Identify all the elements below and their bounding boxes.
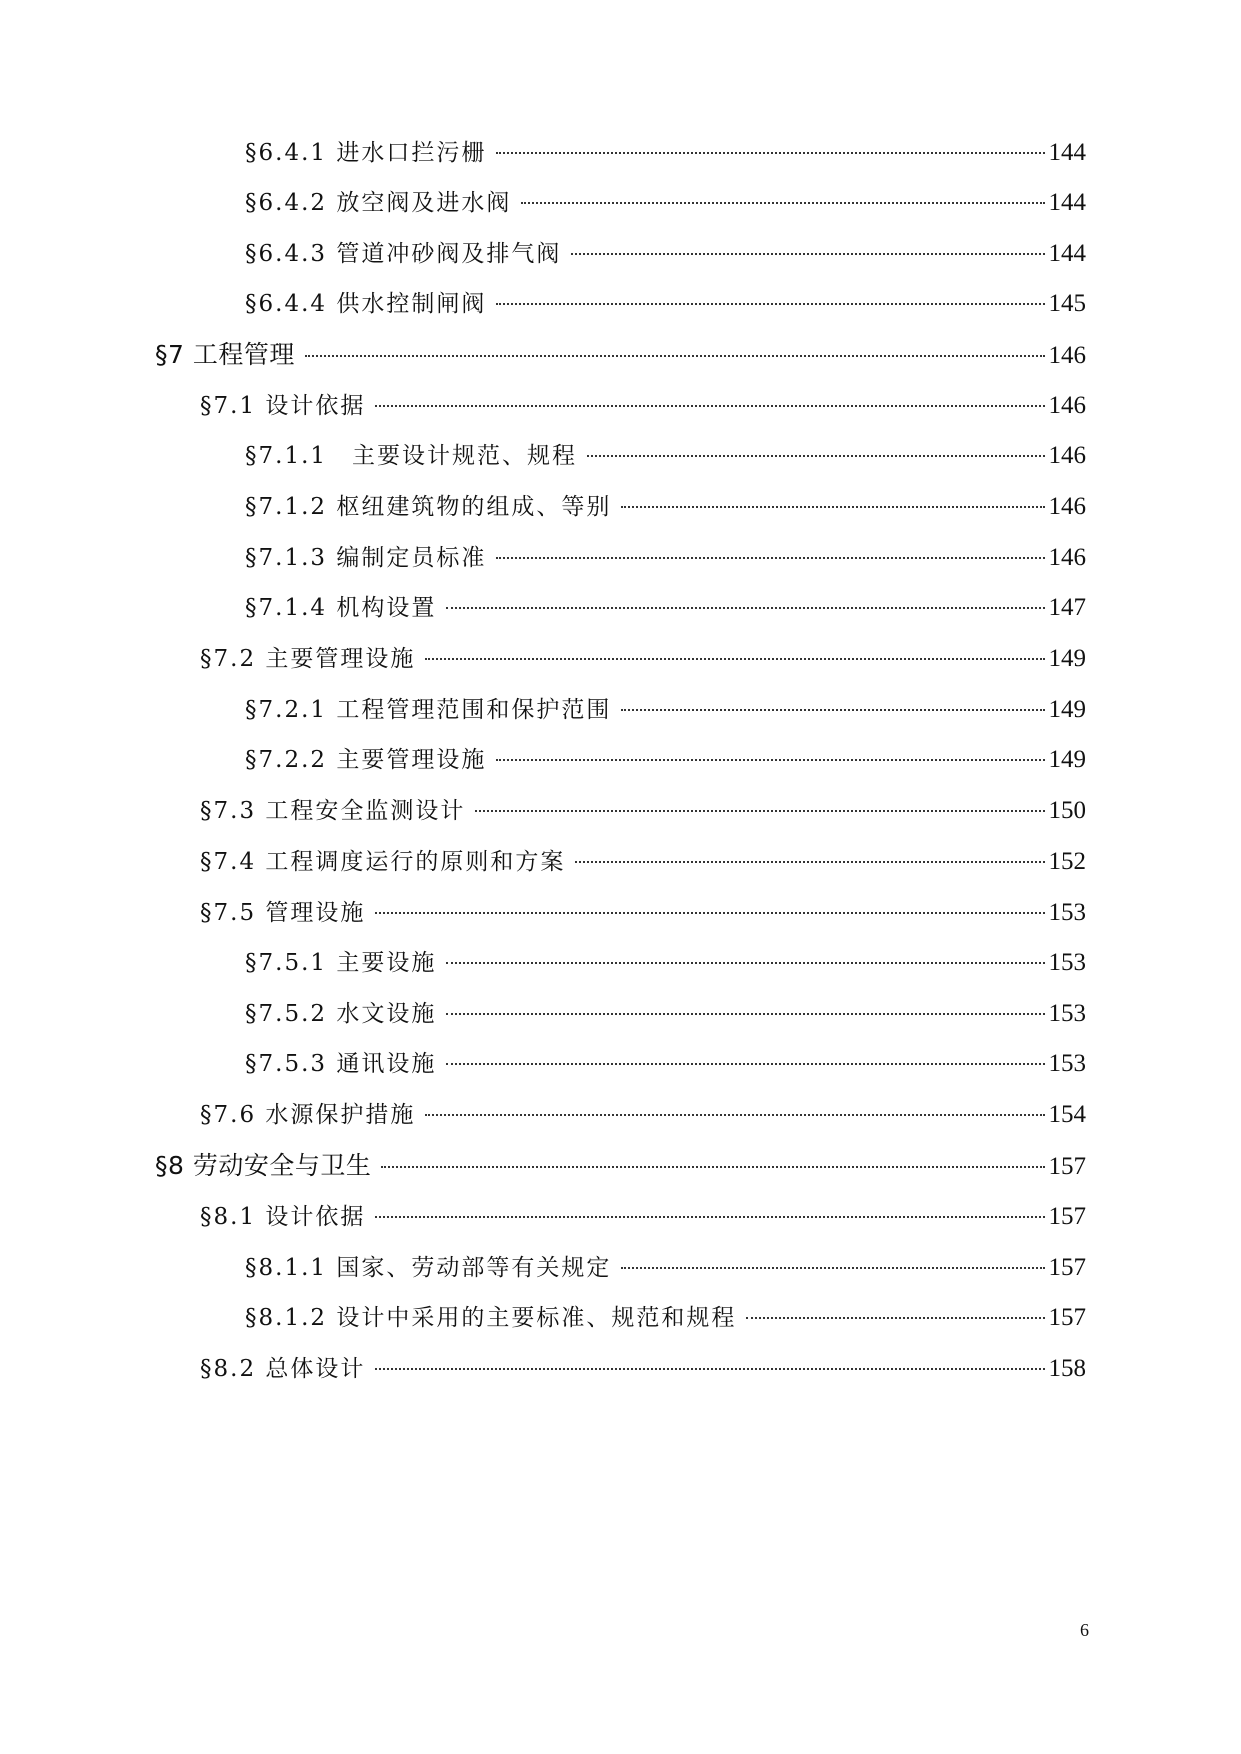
toc-entry[interactable] [245, 740, 1086, 780]
toc-entry[interactable] [245, 690, 1086, 730]
toc-entry-label: §6.4.1 进水口拦污栅 [245, 140, 487, 166]
toc-dot-leader [425, 658, 1044, 660]
toc-entry-page: 146 [1048, 493, 1086, 520]
toc-entry[interactable] [245, 284, 1086, 324]
toc-dot-leader [446, 1013, 1044, 1015]
toc-entry[interactable] [200, 639, 1086, 679]
toc-entry-label: §7.1.2 枢纽建筑物的组成、等别 [245, 494, 612, 520]
toc-dot-leader [496, 759, 1044, 761]
page-number: 6 [1080, 1620, 1089, 1640]
toc-entry[interactable] [245, 943, 1086, 983]
toc-entry[interactable] [245, 436, 1086, 476]
toc-dot-leader [521, 202, 1044, 204]
toc-entry-page: 147 [1048, 594, 1086, 621]
toc-entry[interactable] [245, 487, 1086, 527]
toc-entry-page: 153 [1048, 1000, 1086, 1027]
toc-entry[interactable] [245, 133, 1086, 173]
toc-entry-page: 144 [1048, 189, 1086, 216]
toc-entry-label: §6.4.3 管道冲砂阀及排气阀 [245, 241, 562, 267]
toc-entry-label: §8.1 设计依据 [200, 1204, 366, 1230]
toc-entry-label: §6.4.4 供水控制闸阀 [245, 291, 487, 317]
toc-entry-label: §8.1.2 设计中采用的主要标准、规范和规程 [245, 1305, 737, 1331]
toc-entry-label: §7.2 主要管理设施 [200, 646, 416, 672]
toc-entry-page: 153 [1048, 1050, 1086, 1077]
toc-dot-leader [446, 607, 1044, 609]
toc-entry-page: 149 [1048, 696, 1086, 723]
toc-entry[interactable] [245, 1248, 1086, 1288]
toc-entry[interactable] [155, 1146, 1086, 1186]
toc-entry-label: §7.3 工程安全监测设计 [200, 798, 466, 824]
toc-dot-leader [375, 1368, 1044, 1370]
toc-entry[interactable] [245, 1298, 1086, 1338]
toc-entry[interactable] [245, 234, 1086, 274]
toc-entry-label: §7.6 水源保护措施 [200, 1102, 416, 1128]
toc-entry[interactable] [200, 842, 1086, 882]
toc-entry-label: §7.2.1 工程管理范围和保护范围 [245, 697, 612, 723]
toc-dot-leader [446, 1063, 1044, 1065]
toc-entry-page: 158 [1048, 1355, 1086, 1382]
toc-entry[interactable] [200, 386, 1086, 426]
toc-entry-page: 153 [1048, 899, 1086, 926]
toc-entry-label: §7.2.2 主要管理设施 [245, 747, 487, 773]
toc-entry[interactable] [245, 1044, 1086, 1084]
toc-entry[interactable] [245, 994, 1086, 1034]
toc-dot-leader [425, 1114, 1044, 1116]
toc-entry-page: 157 [1048, 1153, 1086, 1180]
toc-dot-leader [375, 912, 1044, 914]
toc-dot-leader [746, 1317, 1044, 1319]
toc-entry-page: 149 [1048, 746, 1086, 773]
toc-entry-label: §7.5.2 水文设施 [245, 1001, 437, 1027]
toc-entry-page: 146 [1048, 392, 1086, 419]
toc-entry-label: §8.1.1 国家、劳动部等有关规定 [245, 1255, 612, 1281]
toc-dot-leader [621, 709, 1044, 711]
toc-entry-page: 146 [1048, 544, 1086, 571]
toc-entry[interactable] [245, 538, 1086, 578]
toc-dot-leader [575, 861, 1044, 863]
toc-entry-page: 153 [1048, 949, 1086, 976]
toc-entry-label: §7.1.4 机构设置 [245, 595, 437, 621]
toc-entry-page: 149 [1048, 645, 1086, 672]
toc-entry[interactable] [200, 791, 1086, 831]
toc-entry-page: 157 [1048, 1203, 1086, 1230]
toc-entry[interactable] [245, 183, 1086, 223]
toc-dot-leader [496, 152, 1044, 154]
toc-entry-label: §8.2 总体设计 [200, 1356, 366, 1382]
toc-entry-label: §7.1.3 编制定员标准 [245, 545, 487, 571]
toc-entry-page: 146 [1048, 342, 1086, 369]
toc-entry-label: §7 工程管理 [155, 340, 295, 369]
toc-entry-label: §7.1 设计依据 [200, 393, 366, 419]
toc-dot-leader [381, 1166, 1044, 1168]
toc-entry[interactable] [200, 1349, 1086, 1389]
toc-dot-leader [571, 253, 1044, 255]
toc-entry[interactable] [200, 893, 1086, 933]
toc-entry[interactable] [200, 1197, 1086, 1237]
toc-entry-label: §8 劳动安全与卫生 [155, 1151, 372, 1180]
toc-dot-leader [496, 557, 1044, 559]
toc-entry-page: 146 [1048, 442, 1086, 469]
toc-entry-page: 144 [1048, 139, 1086, 166]
toc-dot-leader [446, 962, 1044, 964]
toc-entry-page: 157 [1048, 1304, 1086, 1331]
toc-dot-leader [621, 506, 1044, 508]
toc-entry-page: 152 [1048, 848, 1086, 875]
toc-dot-leader [475, 810, 1044, 812]
toc-entry-label: §7.5.1 主要设施 [245, 950, 437, 976]
toc-entry-page: 150 [1048, 797, 1086, 824]
toc-entry[interactable] [245, 588, 1086, 628]
toc-entry-page: 145 [1048, 290, 1086, 317]
toc-entry-label: §7.4 工程调度运行的原则和方案 [200, 849, 566, 875]
toc-entry[interactable] [200, 1095, 1086, 1135]
toc-entry[interactable] [155, 335, 1086, 375]
toc-dot-leader [496, 303, 1044, 305]
toc-dot-leader [375, 1216, 1044, 1218]
toc-dot-leader [305, 355, 1045, 357]
toc-entry-page: 144 [1048, 240, 1086, 267]
toc-entry-page: 157 [1048, 1254, 1086, 1281]
toc-entry-label: §7.5.3 通讯设施 [245, 1051, 437, 1077]
toc-entry-label: §7.1.1 主要设计规范、规程 [245, 443, 578, 469]
toc-entry-page: 154 [1048, 1101, 1086, 1128]
toc-dot-leader [587, 455, 1044, 457]
toc-entry-label: §6.4.2 放空阀及进水阀 [245, 190, 512, 216]
toc-entry-label: §7.5 管理设施 [200, 900, 366, 926]
toc-dot-leader [375, 405, 1044, 407]
toc-dot-leader [621, 1267, 1044, 1269]
